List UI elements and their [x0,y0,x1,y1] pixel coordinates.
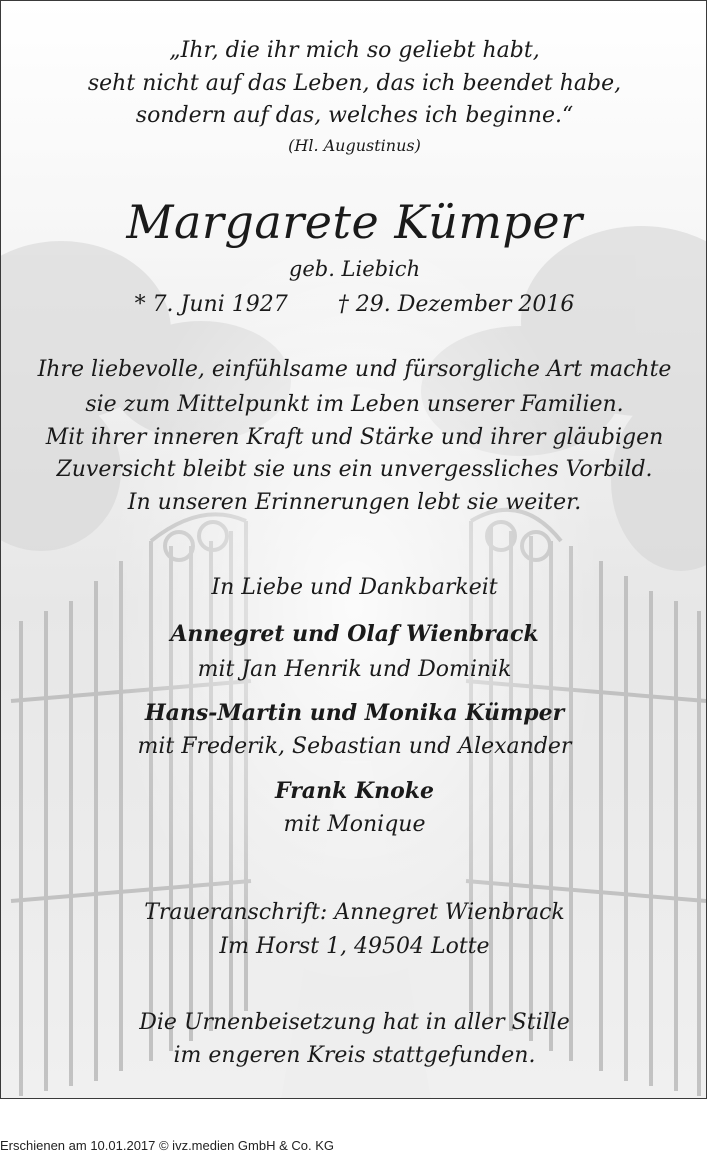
address-line-2: Im Horst 1, 49504 Lotte [219,934,490,959]
tribute-line-1: Ihre liebevolle, einfühlsame und fürsorgliche Art machte [37,357,672,382]
quote-source: (Hl. Augustinus) [288,136,421,155]
burial-line-1: Die Urnenbeisetzung hat in aller Stille [139,1010,570,1035]
family-1-with: mit Jan Henrik und Dominik [197,657,512,682]
family-3-name: Frank Knoke [274,778,434,804]
address-line-1: Traueranschrift: Annegret Wienbrack [144,900,565,925]
death-date: † 29. Dezember 2016 [337,292,575,317]
tribute-line-2: sie zum Mittelpunkt im Leben unserer Familien. [85,392,624,417]
quote-line-2: seht nicht auf das Leben, das ich beendet habe, [87,71,622,96]
tribute-line-3: Mit ihrer inneren Kraft und Stärke und ihrer gläubigen [45,425,664,450]
family-2-with: mit Frederik, Sebastian und Alexander [137,734,572,759]
life-dates [1,292,707,317]
tribute-line-5: In unseren Erinnerungen lebt sie weiter. [127,490,582,515]
burial-line-2: im engeren Kreis stattgefunden. [173,1043,536,1068]
deceased-name: Margarete Kümper [126,195,583,249]
tribute-line-4: Zuversicht bleibt sie uns ein unvergessliches Vorbild. [56,457,653,482]
quote-line-3: sondern auf das, welches ich beginne.“ [135,103,574,128]
family-3-with: mit Monique [283,812,426,837]
quote-line-1: „Ihr, die ihr mich so geliebt habt, [169,38,540,63]
family-2-name: Hans-Martin und Monika Kümper [144,700,565,726]
mourners-intro: In Liebe und Dankbarkeit [211,575,498,600]
birth-date: * 7. Juni 1927 [134,292,288,317]
family-1-name: Annegret und Olaf Wienbrack [170,621,539,647]
maiden-name: geb. Liebich [288,257,421,281]
publication-footer: Erschienen am 10.01.2017 © ivz.medien GmbH & Co. KG [0,1138,335,1153]
